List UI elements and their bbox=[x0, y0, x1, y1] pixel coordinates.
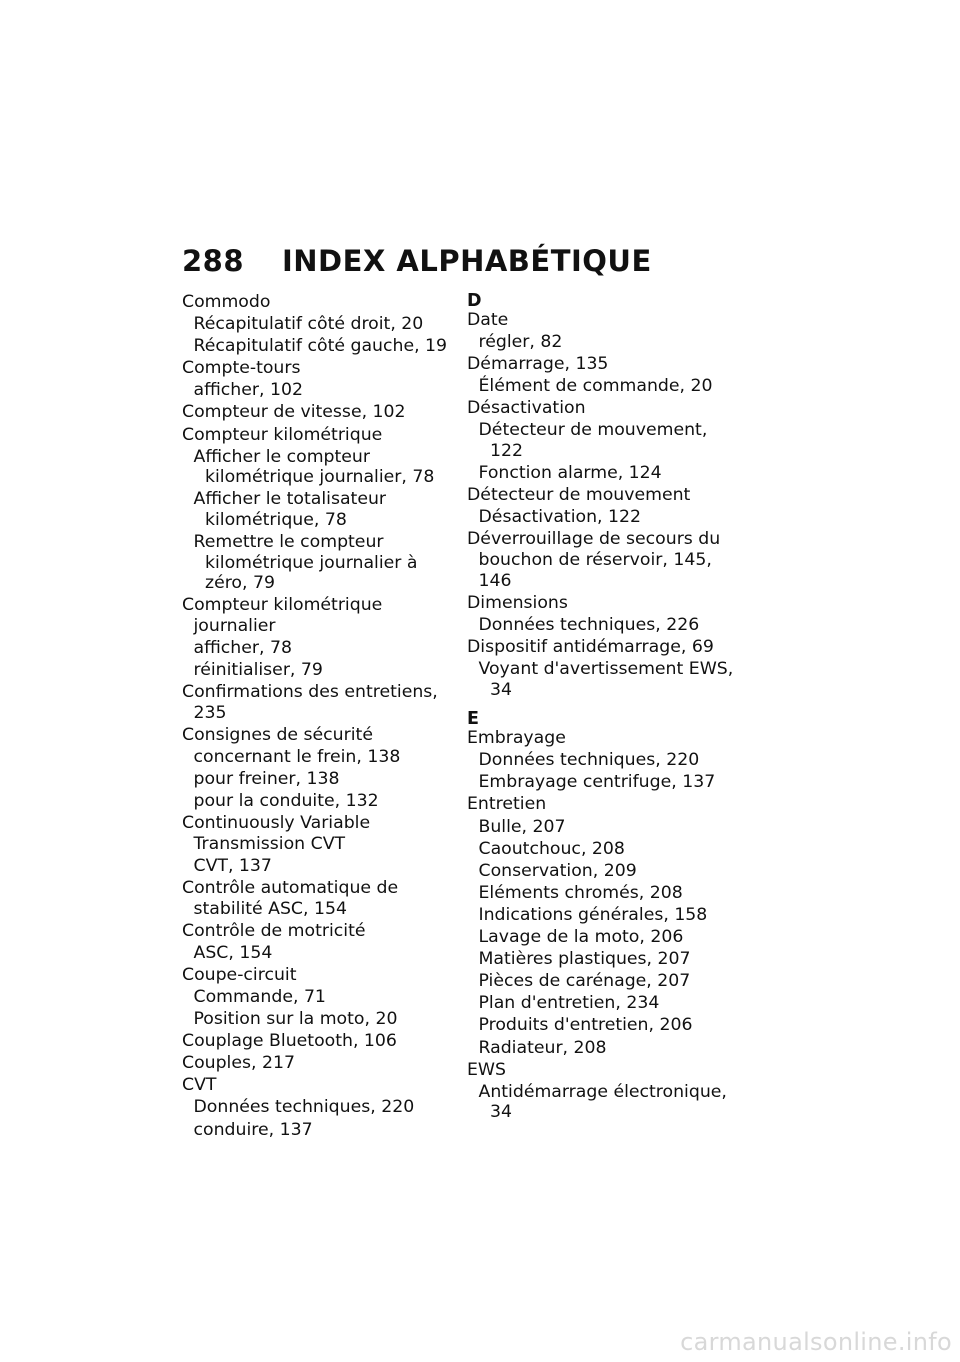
index-entry: EWS bbox=[467, 1059, 506, 1080]
index-letter-heading: E bbox=[467, 709, 479, 730]
index-entry: Coupe-circuit bbox=[182, 964, 297, 985]
index-subentry: Voyant d'avertissement EWS, 34 bbox=[478, 659, 734, 700]
index-entry: Embrayage bbox=[467, 728, 566, 749]
index-entry: Couples, 217 bbox=[182, 1053, 295, 1074]
index-subentry: réinitialiser, 79 bbox=[193, 660, 323, 681]
index-subentry: afficher, 102 bbox=[193, 380, 303, 401]
index-entry: Détecteur de mouvement bbox=[467, 485, 691, 506]
index-subentry: Données techniques, 220 bbox=[478, 750, 700, 771]
index-subentry: Bulle, 207 bbox=[478, 816, 566, 837]
index-subentry: concernant le frein, 138 bbox=[193, 746, 401, 767]
index-entry: Couplage Bluetooth, 106 bbox=[182, 1031, 397, 1052]
index-subentry: conduire, 137 bbox=[193, 1119, 313, 1140]
index-subentry: Commande, 71 bbox=[193, 987, 326, 1007]
index-subentry: Antidémarrage électronique, 34 bbox=[478, 1081, 727, 1123]
index-subentry: pour freiner, 138 bbox=[193, 769, 340, 790]
page-number: 288 bbox=[182, 244, 245, 278]
index-subentry: Embrayage centrifuge, 137 bbox=[478, 772, 716, 793]
index-subentry: Position sur la moto, 20 bbox=[193, 1009, 398, 1030]
site-watermark: carmanualsonline.info bbox=[680, 1328, 952, 1356]
index-subentry: Conservation, 209 bbox=[478, 860, 637, 881]
index-subentry: Afficher le compteur kilométrique journalier, 78 bbox=[193, 446, 435, 488]
index-subentry: Détecteur de mouvement, 122 bbox=[478, 420, 708, 462]
index-entry: Dispositif antidémarrage, 69 bbox=[467, 636, 714, 657]
index-entry: Entretien bbox=[467, 794, 547, 815]
index-subentry: Récapitulatif côté gauche, 19 bbox=[193, 336, 448, 357]
index-entry: Compteur de vitesse, 102 bbox=[182, 402, 406, 423]
index-entry: Compteur kilométrique journalier bbox=[182, 595, 383, 636]
index-subentry: Pièces de carénage, 207 bbox=[478, 971, 691, 992]
index-entry: Consignes de sécurité bbox=[182, 724, 373, 745]
index-subentry: Fonction alarme, 124 bbox=[478, 463, 662, 484]
index-subentry: régler, 82 bbox=[478, 332, 563, 353]
index-subentry: Indications générales, 158 bbox=[478, 904, 708, 925]
index-entry: Confirmations des entretiens, 235 bbox=[182, 682, 438, 723]
index-entry: Compte-tours bbox=[182, 358, 301, 379]
index-subentry: afficher, 78 bbox=[193, 638, 292, 658]
index-subentry: Données techniques, 220 bbox=[193, 1097, 415, 1118]
index-subentry: pour la conduite, 132 bbox=[193, 791, 379, 812]
index-entry: Contrôle de motricité bbox=[182, 920, 366, 941]
index-subentry: Matières plastiques, 207 bbox=[478, 949, 691, 970]
page-header bbox=[182, 244, 652, 278]
index-subentry: Produits d'entretien, 206 bbox=[478, 1015, 693, 1036]
index-subentry: Élément de commande, 20 bbox=[478, 376, 713, 397]
index-entry: Démarrage, 135 bbox=[467, 354, 609, 375]
index-entry: Désactivation bbox=[467, 398, 586, 419]
index-column-left bbox=[182, 292, 457, 1142]
index-subentry: Remettre le compteur kilométrique journalier à zéro, 79 bbox=[193, 532, 418, 594]
index-entry: CVT bbox=[182, 1075, 217, 1096]
index-subentry: Radiateur, 208 bbox=[478, 1037, 607, 1058]
index-subentry: Afficher le totalisateur kilométrique, 78 bbox=[193, 489, 387, 530]
page-title: INDEX ALPHABÉTIQUE bbox=[282, 244, 652, 278]
index-entry: Contrôle automatique de stabilité ASC, 154 bbox=[182, 878, 399, 919]
index-entry: Dimensions bbox=[467, 592, 568, 613]
index-subentry: Eléments chromés, 208 bbox=[478, 882, 683, 903]
index-entry: Date bbox=[467, 310, 509, 330]
index-subentry: Désactivation, 122 bbox=[478, 507, 642, 528]
index-subentry: Plan d'entretien, 234 bbox=[478, 993, 660, 1014]
index-subentry: Données techniques, 226 bbox=[478, 614, 700, 635]
index-entry: Déverrouillage de secours du bouchon de réservoir, 145, 146 bbox=[467, 529, 721, 591]
index-subentry: Récapitulatif côté droit, 20 bbox=[193, 314, 424, 335]
index-entry: Commodo bbox=[182, 292, 271, 312]
index-subentry: Lavage de la moto, 206 bbox=[478, 927, 684, 948]
index-entry: Compteur kilométrique bbox=[182, 424, 383, 445]
index-entry: Continuously Variable Transmission CVT bbox=[182, 813, 371, 854]
index-column-right bbox=[467, 292, 742, 1124]
index-subentry: Caoutchouc, 208 bbox=[478, 838, 625, 859]
index-subentry: CVT, 137 bbox=[193, 855, 272, 876]
index-subentry: ASC, 154 bbox=[193, 942, 273, 963]
index-letter-heading: D bbox=[467, 291, 482, 311]
